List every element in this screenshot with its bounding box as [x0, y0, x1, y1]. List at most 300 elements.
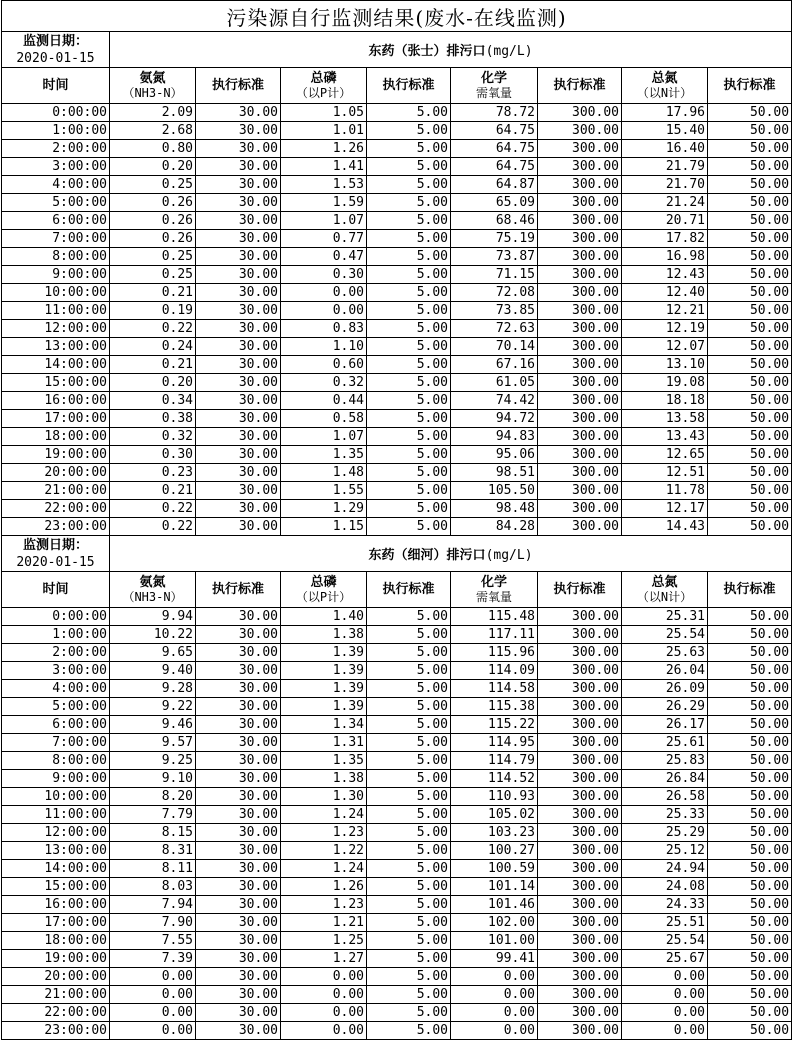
time-cell: 4:00:00	[2, 176, 110, 194]
value-cell: 50.00	[708, 374, 792, 392]
value-cell: 5.00	[367, 392, 451, 410]
value-cell: 50.00	[708, 194, 792, 212]
time-cell: 22:00:00	[2, 1004, 110, 1022]
value-cell: 64.75	[451, 122, 538, 140]
column-header	[538, 572, 622, 608]
value-cell: 30.00	[196, 734, 281, 752]
column-header-label: 总磷	[310, 70, 337, 86]
value-cell: 5.00	[367, 860, 451, 878]
value-cell: 1.39	[281, 662, 367, 680]
time-cell: 5:00:00	[2, 698, 110, 716]
value-cell: 30.00	[196, 1022, 281, 1040]
outlet-unit: (mg/L)	[485, 548, 533, 563]
table-row	[2, 878, 792, 896]
time-cell: 23:00:00	[2, 518, 110, 536]
value-cell: 0.30	[110, 446, 196, 464]
value-cell: 50.00	[708, 284, 792, 302]
value-cell: 0.00	[281, 284, 367, 302]
value-cell: 26.17	[622, 716, 708, 734]
time-cell: 22:00:00	[2, 500, 110, 518]
value-cell: 71.15	[451, 266, 538, 284]
column-header-sublabel: （NH3-N）	[122, 589, 183, 604]
value-cell: 5.00	[367, 806, 451, 824]
value-cell: 1.39	[281, 698, 367, 716]
value-cell: 5.00	[367, 878, 451, 896]
value-cell: 300.00	[538, 356, 622, 374]
value-cell: 12.43	[622, 266, 708, 284]
monitoring-results-sheet	[1, 0, 792, 1040]
table-row	[2, 176, 792, 194]
value-cell: 68.46	[451, 212, 538, 230]
table-row	[2, 788, 792, 806]
time-cell: 15:00:00	[2, 374, 110, 392]
value-cell: 12.21	[622, 302, 708, 320]
value-cell: 95.06	[451, 446, 538, 464]
table-row	[2, 392, 792, 410]
value-cell: 0.25	[110, 266, 196, 284]
value-cell: 50.00	[708, 824, 792, 842]
time-cell: 11:00:00	[2, 806, 110, 824]
value-cell: 25.29	[622, 824, 708, 842]
value-cell: 0.00	[622, 1004, 708, 1022]
table-row	[2, 752, 792, 770]
value-cell: 5.00	[367, 626, 451, 644]
value-cell: 24.94	[622, 860, 708, 878]
table-row	[2, 698, 792, 716]
time-cell: 19:00:00	[2, 446, 110, 464]
value-cell: 9.10	[110, 770, 196, 788]
table-row	[2, 662, 792, 680]
value-cell: 300.00	[538, 716, 622, 734]
value-cell: 0.00	[110, 1004, 196, 1022]
value-cell: 300.00	[538, 914, 622, 932]
value-cell: 50.00	[708, 482, 792, 500]
value-cell: 64.75	[451, 158, 538, 176]
value-cell: 30.00	[196, 824, 281, 842]
value-cell: 0.20	[110, 374, 196, 392]
value-cell: 30.00	[196, 752, 281, 770]
monitoring-date-label: 监测日期：	[22, 537, 88, 553]
value-cell: 1.15	[281, 518, 367, 536]
value-cell: 5.00	[367, 662, 451, 680]
value-cell: 5.00	[367, 410, 451, 428]
value-cell: 94.83	[451, 428, 538, 446]
value-cell: 114.09	[451, 662, 538, 680]
column-header-label: 执行标准	[553, 78, 606, 93]
value-cell: 5.00	[367, 176, 451, 194]
value-cell: 13.10	[622, 356, 708, 374]
value-cell: 30.00	[196, 518, 281, 536]
value-cell: 1.07	[281, 212, 367, 230]
value-cell: 110.93	[451, 788, 538, 806]
value-cell: 30.00	[196, 968, 281, 986]
value-cell: 8.03	[110, 878, 196, 896]
table-row	[2, 104, 792, 122]
value-cell: 50.00	[708, 464, 792, 482]
value-cell: 1.10	[281, 338, 367, 356]
value-cell: 0.00	[281, 302, 367, 320]
value-cell: 50.00	[708, 176, 792, 194]
value-cell: 5.00	[367, 266, 451, 284]
value-cell: 10.22	[110, 626, 196, 644]
value-cell: 300.00	[538, 500, 622, 518]
value-cell: 1.59	[281, 194, 367, 212]
value-cell: 50.00	[708, 752, 792, 770]
value-cell: 300.00	[538, 194, 622, 212]
value-cell: 1.41	[281, 158, 367, 176]
table-row	[2, 338, 792, 356]
value-cell: 9.40	[110, 662, 196, 680]
value-cell: 21.70	[622, 176, 708, 194]
value-cell: 30.00	[196, 194, 281, 212]
section-info-row	[2, 32, 792, 68]
value-cell: 26.29	[622, 698, 708, 716]
value-cell: 300.00	[538, 212, 622, 230]
value-cell: 5.00	[367, 770, 451, 788]
table-row	[2, 266, 792, 284]
table-row	[2, 410, 792, 428]
value-cell: 50.00	[708, 122, 792, 140]
value-cell: 300.00	[538, 482, 622, 500]
value-cell: 50.00	[708, 230, 792, 248]
value-cell: 300.00	[538, 770, 622, 788]
column-header-sublabel: （NH3-N）	[122, 85, 183, 100]
value-cell: 0.21	[110, 356, 196, 374]
time-cell: 12:00:00	[2, 320, 110, 338]
value-cell: 1.24	[281, 860, 367, 878]
value-cell: 0.00	[110, 968, 196, 986]
time-cell: 14:00:00	[2, 860, 110, 878]
value-cell: 50.00	[708, 158, 792, 176]
value-cell: 30.00	[196, 266, 281, 284]
value-cell: 5.00	[367, 608, 451, 626]
value-cell: 1.27	[281, 950, 367, 968]
value-cell: 1.01	[281, 122, 367, 140]
value-cell: 50.00	[708, 212, 792, 230]
value-cell: 30.00	[196, 428, 281, 446]
value-cell: 300.00	[538, 1004, 622, 1022]
table-row	[2, 1022, 792, 1040]
value-cell: 1.35	[281, 446, 367, 464]
value-cell: 30.00	[196, 806, 281, 824]
column-header-label: 执行标准	[382, 582, 435, 597]
value-cell: 50.00	[708, 626, 792, 644]
value-cell: 30.00	[196, 284, 281, 302]
value-cell: 1.38	[281, 626, 367, 644]
value-cell: 0.38	[110, 410, 196, 428]
value-cell: 7.79	[110, 806, 196, 824]
table-row	[2, 446, 792, 464]
sheet-title: 污染源自行监测结果(废水-在线监测)	[2, 1, 792, 32]
value-cell: 99.41	[451, 950, 538, 968]
value-cell: 300.00	[538, 680, 622, 698]
value-cell: 9.25	[110, 752, 196, 770]
value-cell: 300.00	[538, 392, 622, 410]
value-cell: 300.00	[538, 284, 622, 302]
table-row	[2, 122, 792, 140]
value-cell: 101.14	[451, 878, 538, 896]
column-header	[367, 68, 451, 104]
value-cell: 50.00	[708, 698, 792, 716]
table-row	[2, 248, 792, 266]
value-cell: 1.34	[281, 716, 367, 734]
value-cell: 1.39	[281, 680, 367, 698]
value-cell: 5.00	[367, 320, 451, 338]
value-cell: 50.00	[708, 608, 792, 626]
value-cell: 84.28	[451, 518, 538, 536]
value-cell: 1.48	[281, 464, 367, 482]
value-cell: 30.00	[196, 464, 281, 482]
column-header-label: 执行标准	[723, 582, 776, 597]
time-cell: 16:00:00	[2, 896, 110, 914]
value-cell: 94.72	[451, 410, 538, 428]
column-header	[110, 68, 196, 104]
value-cell: 105.02	[451, 806, 538, 824]
value-cell: 2.09	[110, 104, 196, 122]
column-header-sublabel: 需氧量	[475, 85, 512, 100]
value-cell: 1.22	[281, 842, 367, 860]
value-cell: 1.25	[281, 932, 367, 950]
table-row	[2, 464, 792, 482]
value-cell: 0.22	[110, 500, 196, 518]
value-cell: 5.00	[367, 698, 451, 716]
value-cell: 61.05	[451, 374, 538, 392]
column-header-label: 时间	[42, 78, 69, 93]
table-row	[2, 824, 792, 842]
value-cell: 30.00	[196, 338, 281, 356]
value-cell: 0.80	[110, 140, 196, 158]
value-cell: 0.00	[281, 1022, 367, 1040]
value-cell: 0.00	[281, 968, 367, 986]
time-cell: 18:00:00	[2, 428, 110, 446]
value-cell: 2.68	[110, 122, 196, 140]
value-cell: 50.00	[708, 356, 792, 374]
value-cell: 8.15	[110, 824, 196, 842]
value-cell: 30.00	[196, 680, 281, 698]
column-header	[2, 68, 110, 104]
value-cell: 12.17	[622, 500, 708, 518]
time-cell: 6:00:00	[2, 212, 110, 230]
table-row	[2, 482, 792, 500]
value-cell: 30.00	[196, 662, 281, 680]
time-cell: 9:00:00	[2, 266, 110, 284]
column-header-label: 氨氮	[139, 574, 166, 590]
table-row	[2, 896, 792, 914]
value-cell: 50.00	[708, 446, 792, 464]
time-cell: 20:00:00	[2, 464, 110, 482]
value-cell: 72.63	[451, 320, 538, 338]
value-cell: 5.00	[367, 464, 451, 482]
value-cell: 5.00	[367, 716, 451, 734]
value-cell: 0.58	[281, 410, 367, 428]
value-cell: 300.00	[538, 626, 622, 644]
value-cell: 5.00	[367, 914, 451, 932]
value-cell: 30.00	[196, 410, 281, 428]
column-header	[451, 572, 538, 608]
table-row	[2, 1004, 792, 1022]
value-cell: 50.00	[708, 302, 792, 320]
value-cell: 101.00	[451, 932, 538, 950]
value-cell: 5.00	[367, 518, 451, 536]
value-cell: 5.00	[367, 248, 451, 266]
value-cell: 114.58	[451, 680, 538, 698]
value-cell: 300.00	[538, 950, 622, 968]
value-cell: 5.00	[367, 644, 451, 662]
value-cell: 30.00	[196, 896, 281, 914]
column-header-label: 执行标准	[553, 582, 606, 597]
table-row	[2, 680, 792, 698]
value-cell: 30.00	[196, 770, 281, 788]
value-cell: 300.00	[538, 896, 622, 914]
value-cell: 5.00	[367, 680, 451, 698]
value-cell: 50.00	[708, 932, 792, 950]
value-cell: 300.00	[538, 608, 622, 626]
time-cell: 8:00:00	[2, 248, 110, 266]
monitoring-date-value: 2020-01-15	[16, 50, 95, 66]
value-cell: 50.00	[708, 338, 792, 356]
value-cell: 300.00	[538, 302, 622, 320]
value-cell: 300.00	[538, 104, 622, 122]
value-cell: 114.52	[451, 770, 538, 788]
column-header-sublabel: （以N计）	[636, 85, 693, 100]
value-cell: 17.96	[622, 104, 708, 122]
value-cell: 50.00	[708, 716, 792, 734]
value-cell: 30.00	[196, 320, 281, 338]
value-cell: 0.34	[110, 392, 196, 410]
outlet-name: 东药（张士）排污口	[368, 44, 486, 59]
value-cell: 300.00	[538, 968, 622, 986]
value-cell: 9.28	[110, 680, 196, 698]
time-cell: 21:00:00	[2, 986, 110, 1004]
table-row	[2, 140, 792, 158]
value-cell: 300.00	[538, 698, 622, 716]
value-cell: 5.00	[367, 950, 451, 968]
value-cell: 30.00	[196, 1004, 281, 1022]
value-cell: 50.00	[708, 680, 792, 698]
column-header-label: 执行标准	[723, 78, 776, 93]
value-cell: 5.00	[367, 896, 451, 914]
table-row	[2, 968, 792, 986]
value-cell: 9.94	[110, 608, 196, 626]
time-cell: 10:00:00	[2, 788, 110, 806]
value-cell: 12.40	[622, 284, 708, 302]
value-cell: 30.00	[196, 230, 281, 248]
column-header	[538, 68, 622, 104]
value-cell: 30.00	[196, 608, 281, 626]
value-cell: 300.00	[538, 158, 622, 176]
column-header	[2, 572, 110, 608]
outlet-title-cell	[110, 536, 792, 572]
table-row	[2, 428, 792, 446]
value-cell: 30.00	[196, 644, 281, 662]
value-cell: 12.65	[622, 446, 708, 464]
value-cell: 300.00	[538, 122, 622, 140]
value-cell: 5.00	[367, 140, 451, 158]
value-cell: 50.00	[708, 248, 792, 266]
value-cell: 300.00	[538, 842, 622, 860]
table-row	[2, 842, 792, 860]
value-cell: 0.25	[110, 248, 196, 266]
table-row	[2, 158, 792, 176]
value-cell: 30.00	[196, 626, 281, 644]
value-cell: 25.83	[622, 752, 708, 770]
value-cell: 50.00	[708, 860, 792, 878]
time-cell: 7:00:00	[2, 734, 110, 752]
value-cell: 50.00	[708, 104, 792, 122]
value-cell: 5.00	[367, 824, 451, 842]
value-cell: 117.11	[451, 626, 538, 644]
value-cell: 1.26	[281, 878, 367, 896]
value-cell: 26.04	[622, 662, 708, 680]
value-cell: 1.55	[281, 482, 367, 500]
table-row	[2, 860, 792, 878]
value-cell: 300.00	[538, 644, 622, 662]
value-cell: 9.46	[110, 716, 196, 734]
value-cell: 24.08	[622, 878, 708, 896]
value-cell: 21.79	[622, 158, 708, 176]
time-cell: 21:00:00	[2, 482, 110, 500]
value-cell: 5.00	[367, 788, 451, 806]
value-cell: 14.43	[622, 518, 708, 536]
value-cell: 25.51	[622, 914, 708, 932]
value-cell: 1.21	[281, 914, 367, 932]
value-cell: 300.00	[538, 410, 622, 428]
value-cell: 50.00	[708, 1004, 792, 1022]
table-row	[2, 932, 792, 950]
value-cell: 30.00	[196, 356, 281, 374]
column-header	[622, 572, 708, 608]
value-cell: 30.00	[196, 158, 281, 176]
value-cell: 78.72	[451, 104, 538, 122]
value-cell: 50.00	[708, 500, 792, 518]
value-cell: 1.40	[281, 608, 367, 626]
column-header-sublabel: （以P计）	[295, 589, 352, 604]
value-cell: 300.00	[538, 1022, 622, 1040]
value-cell: 103.23	[451, 824, 538, 842]
value-cell: 5.00	[367, 428, 451, 446]
value-cell: 7.55	[110, 932, 196, 950]
time-cell: 17:00:00	[2, 410, 110, 428]
value-cell: 50.00	[708, 1022, 792, 1040]
column-header-label: 总磷	[310, 574, 337, 590]
value-cell: 75.19	[451, 230, 538, 248]
table-row	[2, 374, 792, 392]
value-cell: 5.00	[367, 284, 451, 302]
value-cell: 0.00	[451, 986, 538, 1004]
value-cell: 25.54	[622, 932, 708, 950]
value-cell: 0.32	[110, 428, 196, 446]
value-cell: 25.12	[622, 842, 708, 860]
value-cell: 5.00	[367, 158, 451, 176]
value-cell: 30.00	[196, 122, 281, 140]
value-cell: 5.00	[367, 356, 451, 374]
value-cell: 100.59	[451, 860, 538, 878]
column-header-label: 化学	[480, 70, 507, 86]
value-cell: 115.38	[451, 698, 538, 716]
value-cell: 1.30	[281, 788, 367, 806]
value-cell: 1.26	[281, 140, 367, 158]
outlet-title-cell	[110, 32, 792, 68]
value-cell: 0.19	[110, 302, 196, 320]
value-cell: 300.00	[538, 176, 622, 194]
value-cell: 50.00	[708, 410, 792, 428]
time-cell: 6:00:00	[2, 716, 110, 734]
value-cell: 0.20	[110, 158, 196, 176]
value-cell: 0.30	[281, 266, 367, 284]
value-cell: 300.00	[538, 266, 622, 284]
column-header-label: 化学	[480, 574, 507, 590]
value-cell: 9.65	[110, 644, 196, 662]
